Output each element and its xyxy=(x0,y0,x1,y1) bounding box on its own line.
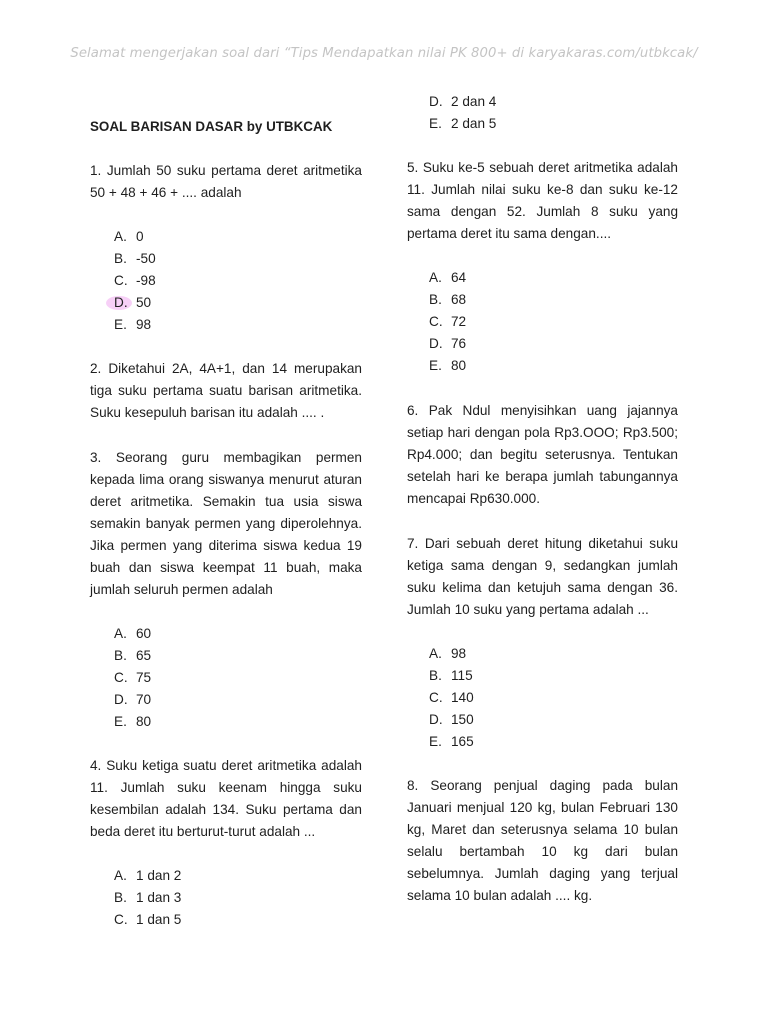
option-text: 60 xyxy=(136,626,152,641)
option-item xyxy=(429,355,678,377)
option-text: -98 xyxy=(136,273,156,288)
option-text: 70 xyxy=(136,692,152,707)
option-text: 80 xyxy=(136,714,152,729)
option-text: 98 xyxy=(451,646,467,661)
question-1 xyxy=(90,160,362,336)
question-4-options xyxy=(114,865,362,931)
option-letter: A. xyxy=(429,646,442,661)
question-6-text: 6. Pak Ndul menyisihkan uang jajannya setiap hari dengan pola Rp3.OOO; Rp3.500; Rp4.000; dan begitu seterusnya. Tentukan setelah hari ke berapa jumlah tabungannya mencapai Rp630.000. xyxy=(407,403,678,506)
option-text: -50 xyxy=(136,251,156,266)
option-item xyxy=(429,665,678,687)
question-7-options xyxy=(429,643,678,753)
page-title: SOAL BARISAN DASAR by UTBKCAK xyxy=(90,119,333,134)
question-3 xyxy=(90,447,362,733)
question-5-text: 5. Suku ke-5 sebuah deret aritmetika adalah 11. Jumlah nilai suku ke-8 dan suku ke-12 sama dengan 52. Jumlah 8 suku yang pertama deret itu sama dengan.... xyxy=(407,160,678,241)
option-letter: E. xyxy=(429,734,442,749)
option-item xyxy=(429,687,678,709)
option-letter: C. xyxy=(114,912,128,927)
option-letter: E. xyxy=(114,317,127,332)
option-letter: A. xyxy=(114,868,127,883)
option-text: 2 dan 5 xyxy=(451,116,497,131)
option-item xyxy=(114,270,362,292)
option-item xyxy=(429,731,678,753)
option-text: 72 xyxy=(451,314,467,329)
question-1-options xyxy=(114,226,362,336)
option-text: 1 dan 2 xyxy=(136,868,182,883)
option-text: 1 dan 3 xyxy=(136,890,182,905)
option-letter: B. xyxy=(429,668,442,683)
option-item xyxy=(114,226,362,248)
option-letter: B. xyxy=(114,648,127,663)
question-5 xyxy=(407,157,678,377)
option-text: 64 xyxy=(451,270,467,285)
option-text: 150 xyxy=(451,712,474,727)
question-5-options xyxy=(429,267,678,377)
option-text: 98 xyxy=(136,317,152,332)
option-text: 0 xyxy=(136,229,144,244)
option-item xyxy=(114,711,362,733)
option-item xyxy=(114,248,362,270)
option-letter: B. xyxy=(429,292,442,307)
option-item xyxy=(114,865,362,887)
option-item xyxy=(429,643,678,665)
question-6 xyxy=(407,400,678,510)
option-letter: B. xyxy=(114,251,127,266)
question-3-options xyxy=(114,623,362,733)
question-7-text: 7. Dari sebuah deret hitung diketahui suku ketiga sama dengan 9, sedangkan jumlah suku kelima dan ketujuh sama dengan 36. Jumlah 10 suku yang pertama adalah ... xyxy=(407,536,678,617)
option-letter: E. xyxy=(429,116,442,131)
option-item xyxy=(429,113,496,135)
option-item xyxy=(114,887,362,909)
question-8-text: 8. Seorang penjual daging pada bulan Januari menjual 120 kg, bulan Februari 130 kg, Maret dan seterusnya selama 10 bulan selalu bertambah 10 kg dari bulan sebelumnya. Jumlah daging yang terjual selama 10 bulan adalah .... kg. xyxy=(407,778,678,903)
option-letter: D. xyxy=(429,712,443,727)
option-letter: C. xyxy=(429,314,443,329)
option-item xyxy=(429,91,496,113)
option-item xyxy=(114,645,362,667)
option-text: 140 xyxy=(451,690,474,705)
option-text: 50 xyxy=(136,295,152,310)
question-3-text: 3. Seorang guru membagikan permen kepada lima orang siswanya menurut aturan deret aritmetika. Semakin tua usia siswa semakin banyak permen yang diperolehnya. Jika permen yang diterima siswa kedua 19 buah dan siswa keempat 11 buah, maka jumlah seluruh permen adalah xyxy=(90,450,362,597)
option-text: 68 xyxy=(451,292,467,307)
option-item xyxy=(429,333,678,355)
option-letter: C. xyxy=(114,273,128,288)
option-letter: B. xyxy=(114,890,127,905)
option-item xyxy=(429,267,678,289)
option-text: 115 xyxy=(451,668,473,683)
option-item xyxy=(114,909,362,931)
option-item xyxy=(429,311,678,333)
option-item xyxy=(114,292,362,314)
option-letter: D. xyxy=(429,336,443,351)
option-letter: A. xyxy=(429,270,442,285)
option-item xyxy=(429,289,678,311)
question-2 xyxy=(90,358,362,424)
option-text: 1 dan 5 xyxy=(136,912,182,927)
option-item xyxy=(114,623,362,645)
option-text: 2 dan 4 xyxy=(451,94,497,109)
option-item xyxy=(114,689,362,711)
question-4-options-continued xyxy=(429,91,496,135)
option-item xyxy=(114,314,362,336)
option-letter: E. xyxy=(429,358,442,373)
page-header: Selamat mengerjakan soal dari “Tips Mendapatkan nilai PK 800+ di karyakaras.com/utbkcak/ xyxy=(70,46,698,61)
question-4-text: 4. Suku ketiga suatu deret aritmetika adalah 11. Jumlah suku keenam hingga suku kesembilan adalah 134. Suku pertama dan beda deret itu berturut-turut adalah ... xyxy=(90,758,362,839)
option-text: 165 xyxy=(451,734,474,749)
question-2-text: 2. Diketahui 2A, 4A+1, dan 14 merupakan tiga suku pertama suatu barisan aritmetika. Suku kesepuluh barisan itu adalah .... . xyxy=(90,361,362,420)
question-1-text: 1. Jumlah 50 suku pertama deret aritmetika 50 + 48 + 46 + .... adalah xyxy=(90,163,362,200)
option-item xyxy=(114,667,362,689)
option-letter: D. xyxy=(429,94,443,109)
option-text: 75 xyxy=(136,670,152,685)
option-letter: A. xyxy=(114,229,127,244)
question-8 xyxy=(407,775,678,907)
option-letter: D. xyxy=(114,692,128,707)
option-item xyxy=(429,709,678,731)
option-text: 80 xyxy=(451,358,467,373)
option-letter: D. xyxy=(114,295,128,310)
question-7 xyxy=(407,533,678,753)
option-letter: A. xyxy=(114,626,127,641)
option-letter: E. xyxy=(114,714,127,729)
option-letter: C. xyxy=(114,670,128,685)
option-text: 65 xyxy=(136,648,152,663)
question-4 xyxy=(90,755,362,931)
option-text: 76 xyxy=(451,336,467,351)
option-letter: C. xyxy=(429,690,443,705)
